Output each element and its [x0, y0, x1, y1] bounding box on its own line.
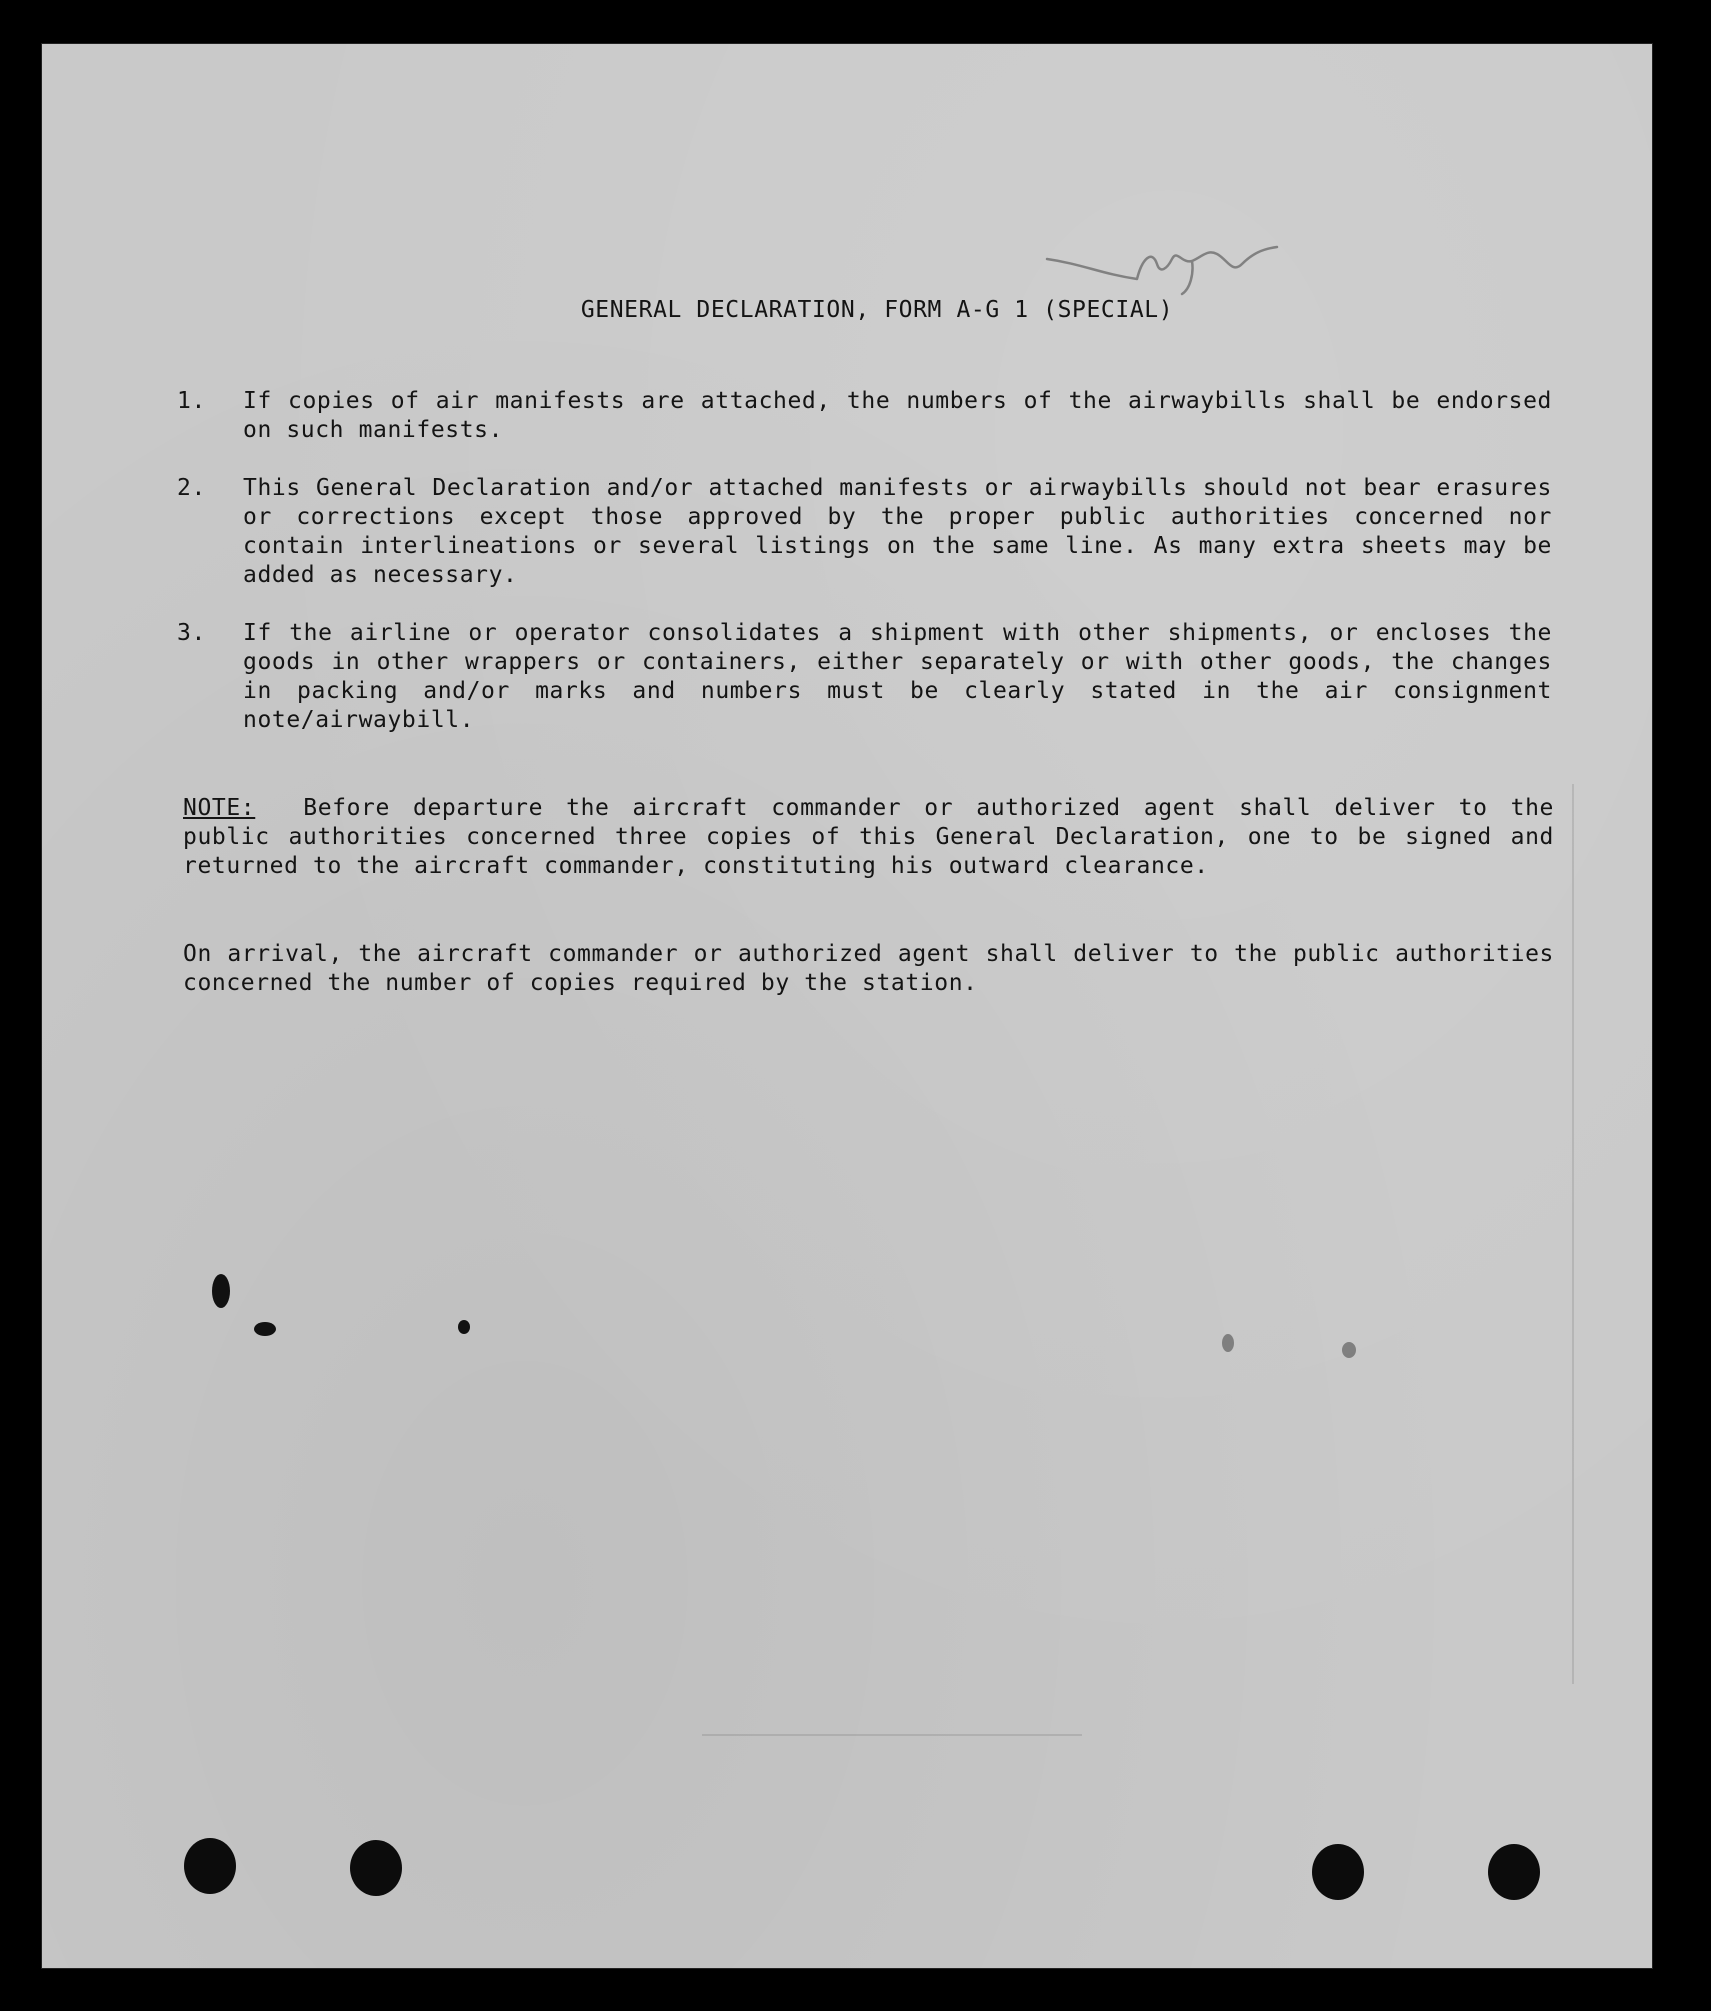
item-number: 3.: [177, 620, 206, 646]
item-number: 2.: [177, 475, 206, 501]
form-title: GENERAL DECLARATION, FORM A-G 1 (SPECIAL): [580, 297, 1174, 323]
arrival-paragraph: On arrival, the aircraft commander or authorized agent shall deliver to the public authorities concerned the number of copies required by the station.: [183, 941, 1554, 996]
punch-hole: [1312, 1844, 1364, 1900]
handwritten-signature: [1042, 219, 1282, 299]
note-label: NOTE:: [183, 795, 256, 821]
item-text: This General Declaration and/or attached manifests or airwaybills should not bear erasures or corrections except those approved by the proper public authorities concerned nor contain interlineations or several listings on the same line. As many extra sheets may be added as necessary.: [243, 475, 1552, 588]
ink-speck: [254, 1322, 276, 1336]
note-text: Before departure the aircraft commander or authorized agent shall deliver to the public authorities concerned three copies of this General Declaration, one to be signed and returned to the aircraft commander, constituting his outward clearance.: [183, 795, 1554, 879]
bleed-through-line: [1572, 784, 1574, 1684]
ink-speck: [458, 1320, 470, 1334]
document-page: [42, 44, 1652, 1968]
punch-hole: [184, 1838, 236, 1894]
item-text: If copies of air manifests are attached, the numbers of the airwaybills shall be endorsed on such manifests.: [243, 388, 1552, 443]
bleed-through-line: [702, 1734, 1082, 1736]
ink-speck: [1342, 1342, 1356, 1358]
note-paragraph: [183, 794, 1554, 881]
item-number: 1.: [177, 388, 206, 414]
instruction-item: [177, 474, 1552, 590]
instruction-item: [177, 387, 1552, 445]
punch-hole: [1488, 1844, 1540, 1900]
instruction-item: [177, 619, 1552, 735]
item-text: If the airline or operator consolidates a shipment with other shipments, or encloses the goods in other wrappers or containers, either separately or with other goods, the changes in packing and/or marks and numbers must be clearly stated in the air consignment note/airwaybill.: [243, 620, 1552, 733]
ink-speck: [1222, 1334, 1234, 1352]
punch-hole: [350, 1840, 402, 1896]
ink-speck: [212, 1274, 230, 1308]
